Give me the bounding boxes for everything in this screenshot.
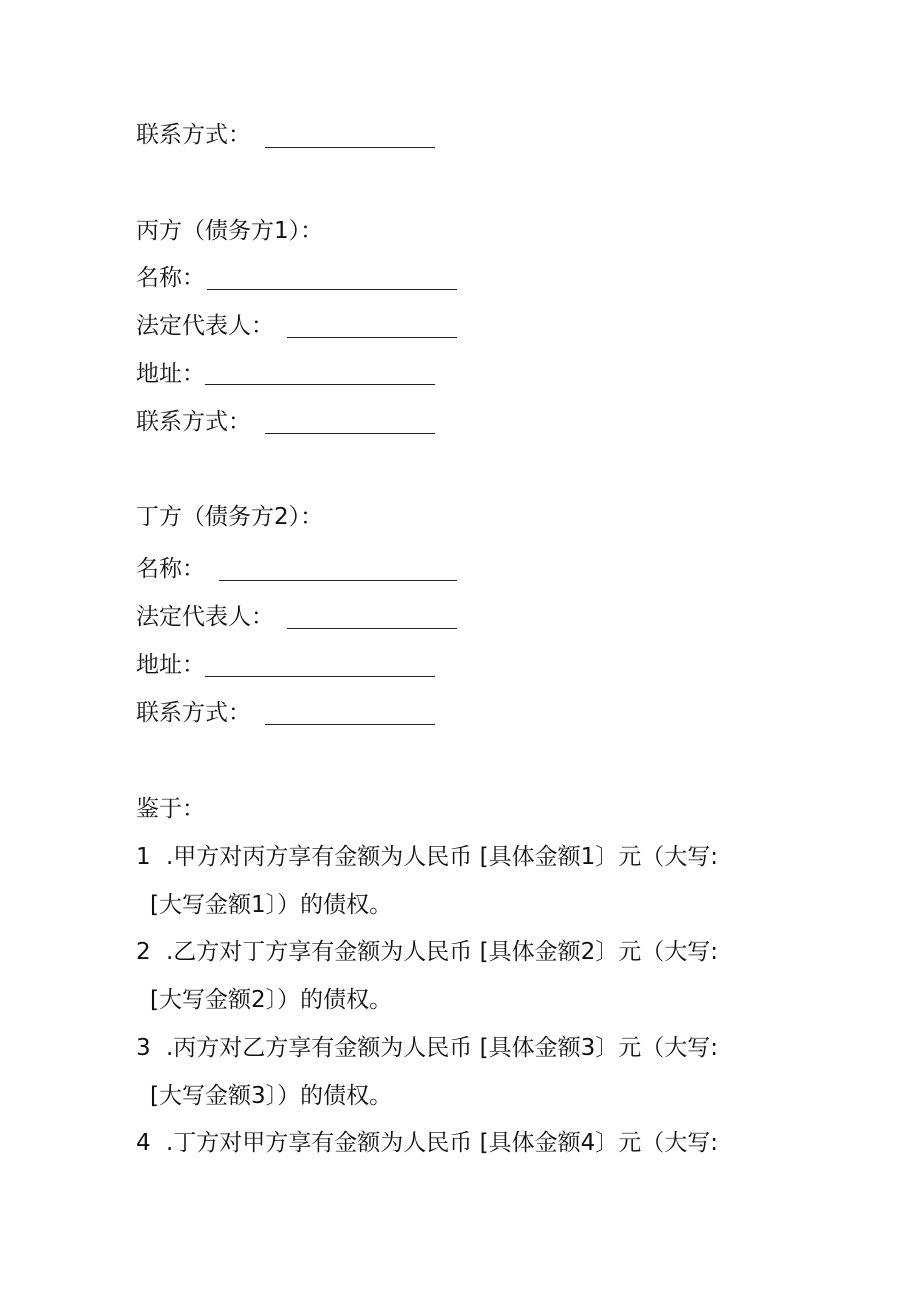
party-c-name-blank[interactable] (207, 289, 457, 290)
party-d-name-label: 名称： (136, 556, 205, 582)
party-d-contact-blank[interactable] (265, 724, 435, 725)
top-contact-blank[interactable] (265, 147, 435, 148)
party-c-name-label: 名称： (136, 265, 205, 291)
party-d-name-blank[interactable] (219, 580, 457, 581)
party-c-contact-label: 联系方式： (136, 409, 251, 435)
party-c-rep-blank[interactable] (287, 337, 457, 338)
whereas-item-1-cont: [大写金额1〕）的债权。 (150, 892, 393, 918)
party-c-heading: 丙方（债务方1）： (136, 218, 324, 244)
whereas-item-text: .丙方对乙方享有金额为人民币 [具体金额3〕元（大写: (166, 1035, 718, 1061)
whereas-item-num: 3 (136, 1035, 151, 1061)
party-d-contact-label: 联系方式： (136, 700, 251, 726)
party-c-address-blank[interactable] (205, 384, 435, 385)
whereas-item-2 (136, 937, 718, 967)
party-d-address-blank[interactable] (205, 676, 435, 677)
whereas-item-num: 2 (136, 939, 151, 965)
party-d-address-label: 地址： (136, 652, 205, 678)
party-c-rep-label: 法定代表人： (136, 313, 274, 339)
party-c-contact-blank[interactable] (265, 433, 435, 434)
whereas-item-3-cont: [大写金额3〕）的债权。 (150, 1083, 393, 1109)
whereas-heading: 鉴于： (136, 796, 205, 822)
whereas-item-4 (136, 1128, 718, 1158)
whereas-item-text: .丁方对甲方享有金额为人民币 [具体金额4〕元（大写: (166, 1130, 718, 1156)
top-contact-label: 联系方式： (136, 122, 251, 148)
whereas-item-num: 4 (136, 1130, 151, 1156)
whereas-item-3 (136, 1033, 718, 1063)
party-c-address-label: 地址： (136, 361, 205, 387)
party-d-rep-label: 法定代表人： (136, 604, 274, 630)
party-d-heading: 丁方（债务方2）： (136, 504, 324, 530)
whereas-item-text: .甲方对丙方享有金额为人民币 [具体金额1〕元（大写: (166, 844, 718, 870)
party-d-rep-blank[interactable] (287, 628, 457, 629)
whereas-item-num: 1 (136, 844, 151, 870)
whereas-item-text: .乙方对丁方享有金额为人民币 [具体金额2〕元（大写: (166, 939, 718, 965)
whereas-item-2-cont: [大写金额2〕）的债权。 (150, 987, 393, 1013)
whereas-item-1 (136, 842, 718, 872)
